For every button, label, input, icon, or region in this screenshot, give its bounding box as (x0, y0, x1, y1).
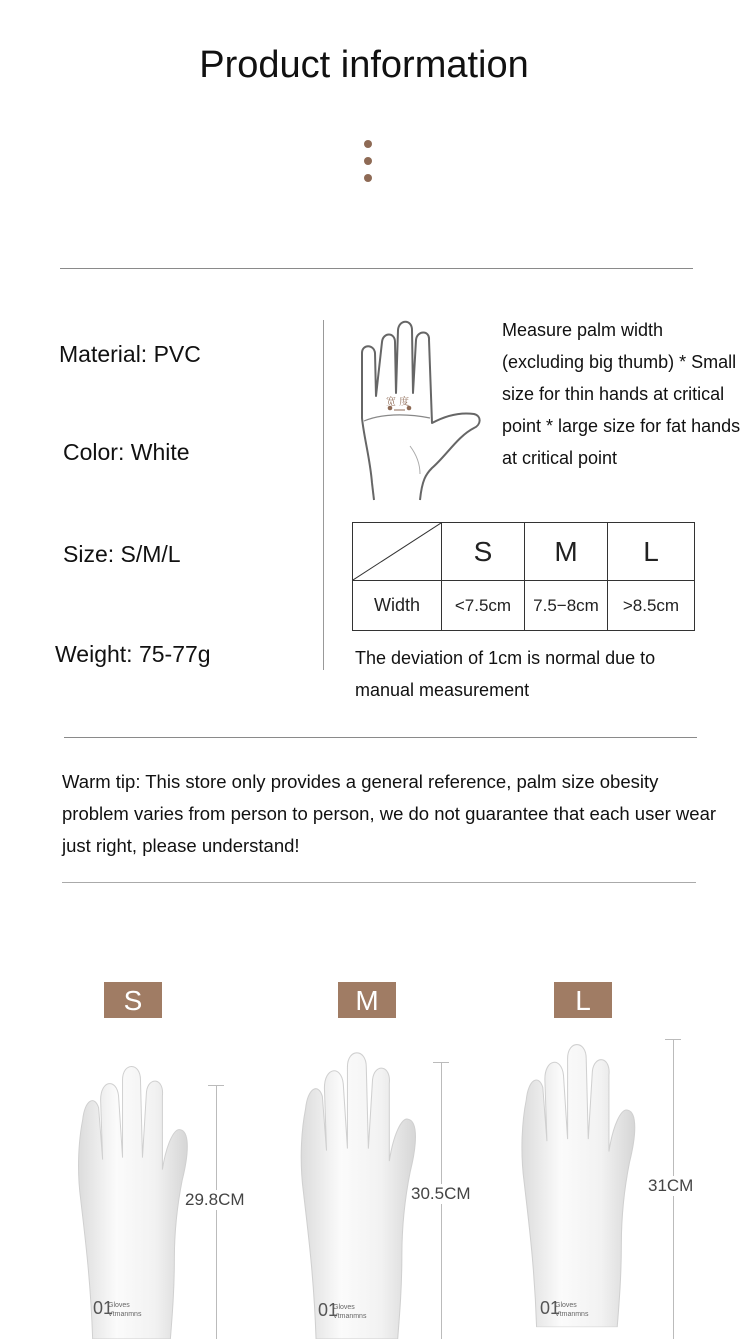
size-table (352, 522, 695, 631)
color-spec: Color: White (63, 439, 190, 465)
size-spec: Size: S/M/L (63, 541, 181, 567)
length-tick (433, 1062, 449, 1063)
hand-measure-icon (350, 318, 490, 504)
decorative-dot (364, 174, 372, 182)
width-label: 宽 度 (386, 397, 410, 408)
size-header-s: S (442, 523, 525, 581)
size-badge-m: M (338, 982, 396, 1018)
width-value-s: <7.5cm (442, 581, 525, 631)
size-header-m: M (525, 523, 608, 581)
column-divider (323, 320, 324, 670)
decorative-dot (364, 140, 372, 148)
size-badge-s: S (104, 982, 162, 1018)
width-value-l: >8.5cm (608, 581, 695, 631)
length-line (216, 1085, 217, 1339)
glove-print-text: Gloves Vtmanmns (555, 1302, 589, 1318)
glove-print-text: Gloves Vtmanmns (108, 1302, 142, 1318)
glove-print-number: 01 (93, 1298, 114, 1318)
glove-l-length: 31CM (648, 1176, 694, 1195)
glove-m-length: 30.5CM (411, 1184, 471, 1203)
divider (64, 737, 697, 738)
length-tick (665, 1039, 681, 1040)
glove-print-number: 01 (540, 1298, 561, 1318)
glove-s-image (72, 1060, 197, 1339)
diagonal-line (353, 523, 441, 580)
width-value-m: 7.5−8cm (525, 581, 608, 631)
deviation-note: The deviation of 1cm is normal due to manual measurement (355, 648, 656, 700)
measure-instructions: Measure palm width (excluding big thumb) * Small size for thin hands at critical point * large size for fat hands at critical point (502, 320, 741, 468)
size-badge-l: L (554, 982, 612, 1018)
page-title: Product information (199, 44, 529, 86)
material-spec: Material: PVC (59, 341, 201, 367)
divider (62, 882, 696, 883)
weight-spec: Weight: 75-77g (55, 641, 211, 667)
glove-m-image (296, 1046, 424, 1339)
size-header-l: L (608, 523, 695, 581)
glove-print-text: Gloves Vtmanmns (333, 1304, 367, 1320)
glove-print-number: 01 (318, 1300, 339, 1320)
decorative-dot (364, 157, 372, 165)
length-tick (208, 1085, 224, 1086)
table-corner (353, 523, 442, 581)
warm-tip: Warm tip: This store only provides a general reference, palm size obesity problem varies from person to person, we do not guarantee that each user wear just right, please understand! (62, 771, 717, 856)
divider (60, 268, 693, 269)
glove-s-length: 29.8CM (185, 1190, 245, 1209)
width-row-label: Width (353, 581, 442, 631)
glove-l-image (518, 1026, 642, 1339)
